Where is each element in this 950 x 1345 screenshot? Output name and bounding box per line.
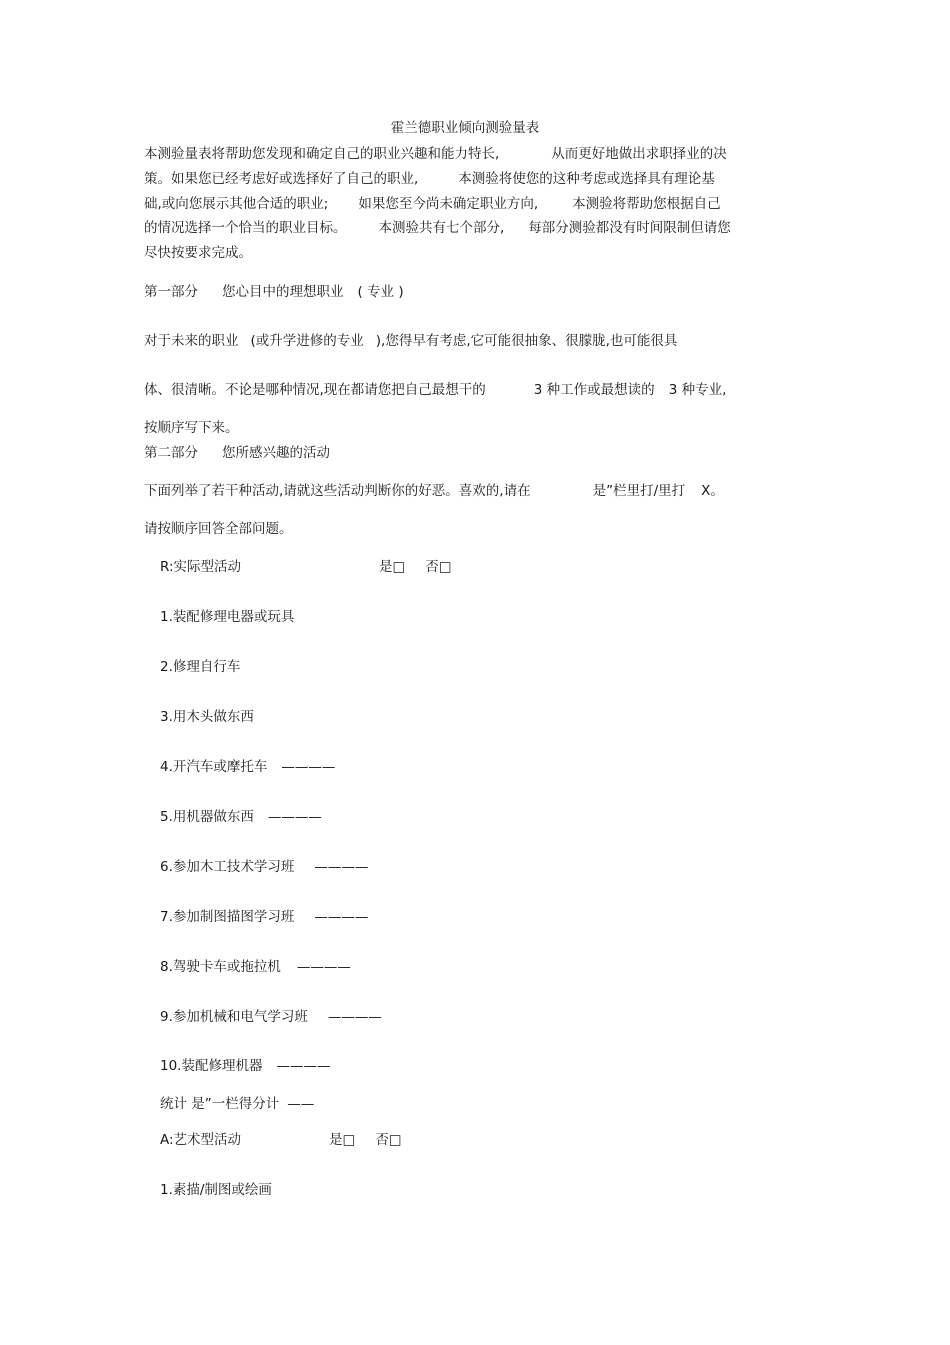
- part2-para-line-2: 请按顺序回答全部问题。: [144, 521, 293, 537]
- part2-para-line-1: [144, 482, 724, 500]
- yes-checkbox[interactable]: 是□: [329, 1132, 356, 1148]
- no-checkbox[interactable]: 否□: [425, 559, 452, 575]
- item-text: 8.驾驶卡车或拖拉机: [160, 959, 281, 975]
- intro-line-1: [144, 145, 727, 163]
- intro-text: 的情况选择一个恰当的职业目标。: [144, 220, 347, 236]
- list-item: [160, 858, 368, 876]
- intro-text: 本测验将使您的这种考虑或选择具有理论基: [458, 171, 715, 187]
- yes-checkbox[interactable]: 是□: [379, 559, 406, 575]
- intro-text: 本测验量表将帮助您发现和确定自己的职业兴趣和能力特长,: [144, 146, 500, 162]
- score-total-label: 统计 是”一栏得分计: [160, 1096, 280, 1112]
- score-total-line: [160, 1095, 314, 1113]
- item-text: 7.参加制图描图学习班: [160, 909, 295, 925]
- list-item: 2.修理自行车: [160, 659, 241, 675]
- list-item: [160, 808, 322, 826]
- item-text: 6.参加木工技术学习班: [160, 859, 295, 875]
- paragraph-text: 体、很清晰。不论是哪种情况,现在都请您把自己最想干的: [144, 382, 486, 398]
- item-text: 10.装配修理机器: [160, 1058, 263, 1074]
- paragraph-text: X。: [701, 483, 724, 499]
- intro-text: 础,或向您展示其他合适的职业;: [144, 196, 329, 212]
- section-a-header: [160, 1131, 402, 1149]
- intro-text: 策。如果您已经考虑好或选择好了自己的职业,: [144, 171, 419, 187]
- part1-para-line-2: [144, 381, 726, 399]
- part1-heading: [144, 283, 404, 301]
- no-checkbox[interactable]: 否□: [375, 1132, 402, 1148]
- item-text: 9.参加机械和电气学习班: [160, 1009, 308, 1025]
- list-item: [160, 908, 368, 926]
- paragraph-text: 是”栏里打/里打: [592, 483, 686, 499]
- intro-text: 本测验共有七个部分,: [378, 220, 505, 236]
- intro-line-3: [144, 195, 721, 213]
- answer-blank[interactable]: ————: [281, 759, 336, 775]
- intro-line-2: [144, 170, 715, 188]
- intro-text: 本测验将帮助您根据自己: [572, 196, 721, 212]
- intro-text: 从而更好地做出求职择业的决: [551, 146, 727, 162]
- list-item: [160, 958, 351, 976]
- part1-para-line-1: [144, 332, 677, 350]
- list-item: [160, 1057, 330, 1075]
- list-item: [160, 758, 335, 776]
- answer-blank[interactable]: ————: [276, 1058, 331, 1074]
- intro-text: 如果您至今尚未确定职业方向,: [358, 196, 539, 212]
- answer-blank[interactable]: ————: [327, 1009, 382, 1025]
- answer-blank[interactable]: ————: [314, 859, 369, 875]
- part2-heading: [144, 444, 330, 462]
- list-item: 3.用木头做东西: [160, 709, 254, 725]
- paragraph-text: 对于未来的职业: [144, 333, 239, 349]
- paragraph-text: 下面列举了若干种活动,请就这些活动判断你的好恶。喜欢的,请在: [144, 483, 531, 499]
- part-title: 您所感兴趣的活动: [222, 445, 330, 461]
- paragraph-text: (或升学进修的专业: [250, 333, 364, 349]
- answer-blank[interactable]: ————: [296, 959, 351, 975]
- intro-text: 每部分测验都没有时间限制但请您: [528, 220, 731, 236]
- answer-blank[interactable]: ————: [314, 909, 369, 925]
- list-item: 1.装配修理电器或玩具: [160, 609, 295, 625]
- intro-line-4: [144, 219, 731, 237]
- paragraph-text: 3 种专业,: [668, 382, 727, 398]
- part1-para-line-3: 按顺序写下来。: [144, 420, 239, 436]
- section-label: A:艺术型活动: [160, 1132, 242, 1148]
- list-item: [160, 1008, 382, 1026]
- paragraph-text: 3 种工作或最想读的: [533, 382, 655, 398]
- part-subtitle: ( 专业 ): [357, 284, 404, 300]
- part-number: 第一部分: [144, 284, 198, 300]
- score-total-blank[interactable]: ——: [287, 1096, 315, 1112]
- intro-line-5: 尽快按要求完成。: [144, 245, 252, 261]
- part-title: 您心目中的理想职业: [222, 284, 344, 300]
- paragraph-text: ),您得早有考虑,它可能很抽象、很朦胧,也可能很具: [375, 333, 678, 349]
- item-text: 5.用机器做东西: [160, 809, 254, 825]
- section-r-header: [160, 558, 452, 576]
- item-text: 4.开汽车或摩托车: [160, 759, 268, 775]
- section-label: R:实际型活动: [160, 559, 242, 575]
- answer-blank[interactable]: ————: [267, 809, 322, 825]
- document-title: 霍兰德职业倾向测验量表: [390, 120, 540, 136]
- part-number: 第二部分: [144, 445, 198, 461]
- list-item: 1.素描/制图或绘画: [160, 1182, 272, 1198]
